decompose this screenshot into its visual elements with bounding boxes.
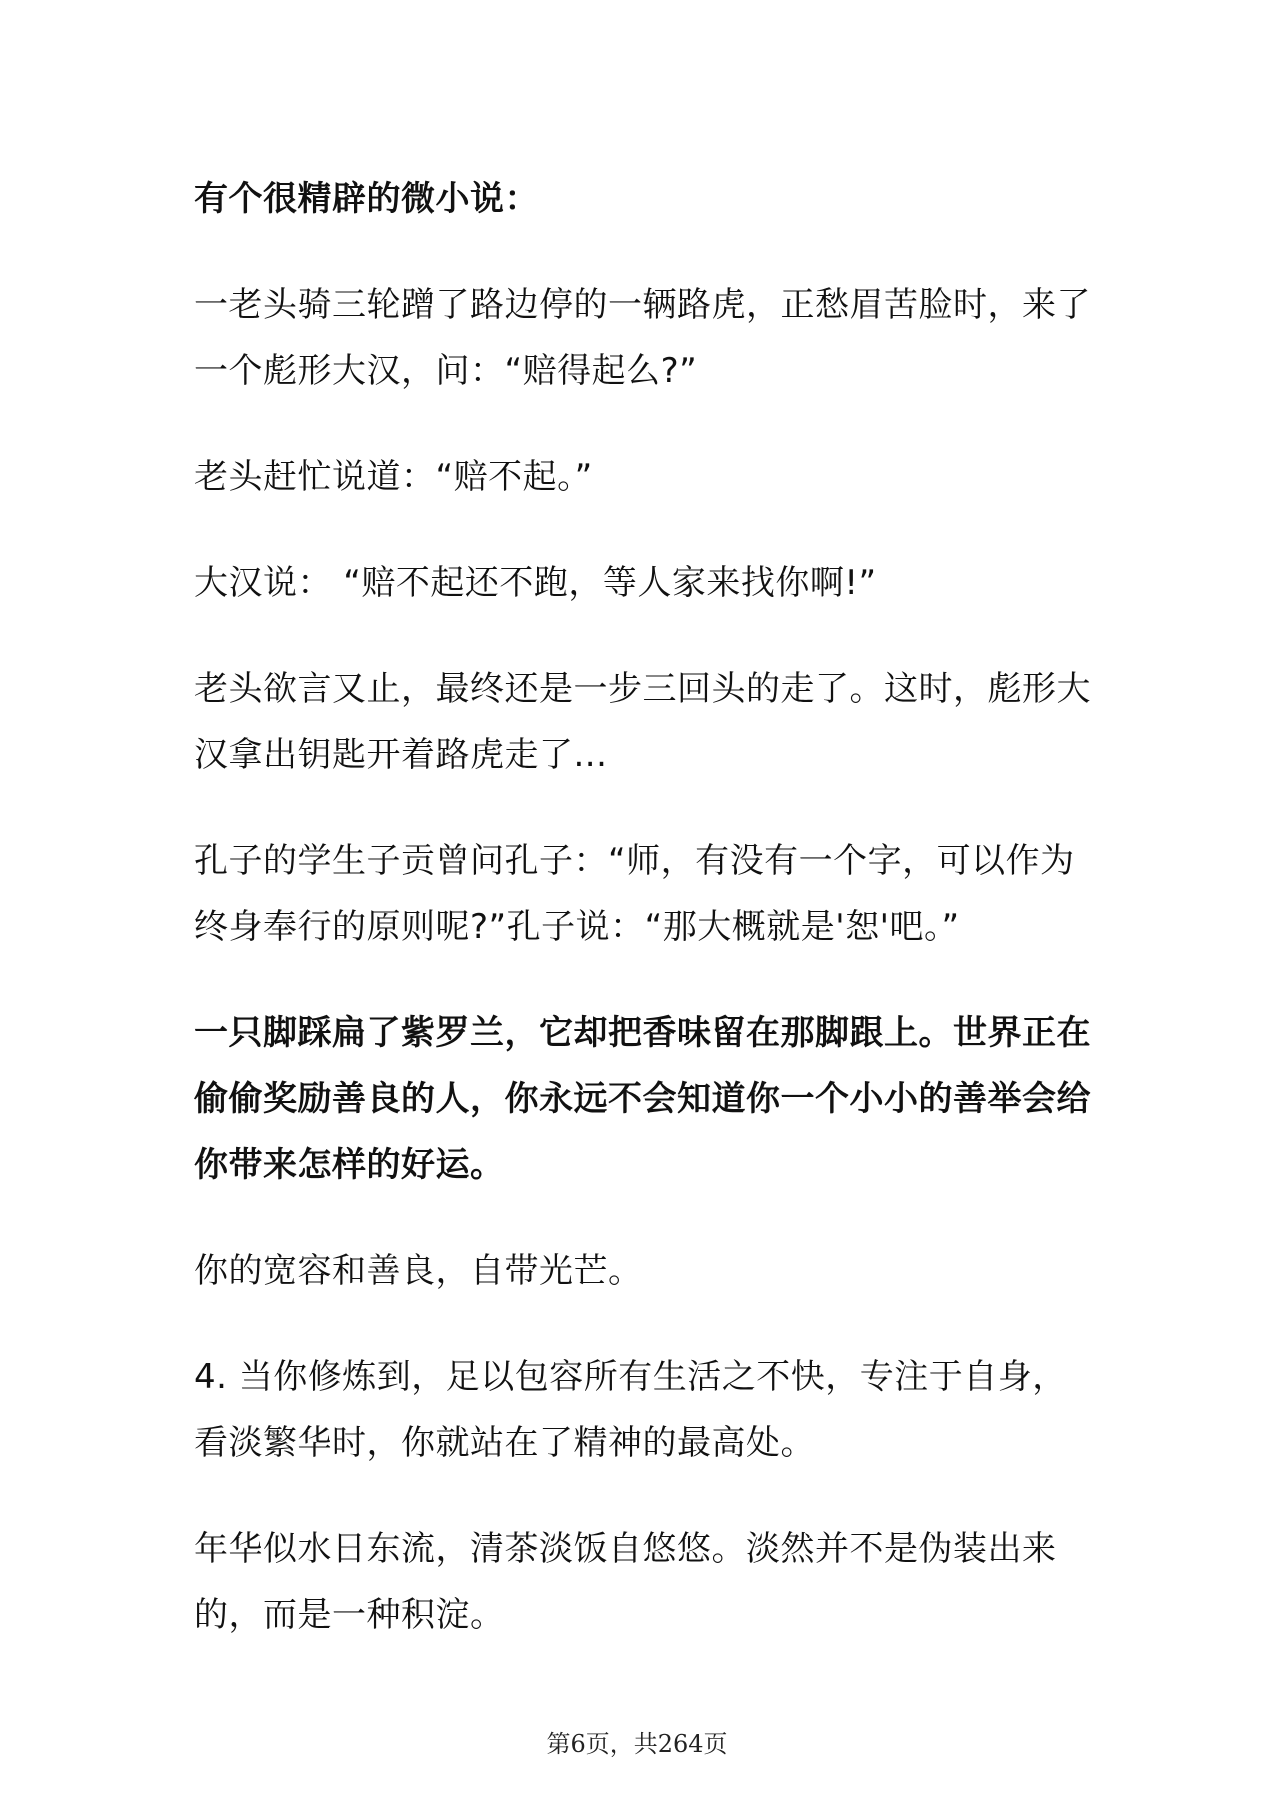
paragraph-6: 孔子的学生子贡曾问孔子：“师，有没有一个字，可以作为终身奉行的原则呢?”孔子说：“那大概就是'恕'吧。” <box>194 841 1075 947</box>
paragraph-9: 4. 当你修炼到，足以包容所有生活之不快，专注于自身，看淡繁华时，你就站在了精神的最高处。 <box>194 1357 1067 1463</box>
paragraph-7: 一只脚踩扁了紫罗兰，它却把香味留在那脚跟上。世界正在偷偷奖励善良的人，你永远不会知道你一个小小的善举会给你带来怎样的好运。 <box>194 1013 1091 1185</box>
document-body <box>194 166 1094 1688</box>
paragraph-10: 年华似水日东流，清茶淡饭自悠悠。淡然并不是伪装出来的，而是一种积淀。 <box>194 1529 1057 1635</box>
paragraph-2: 一老头骑三轮蹭了路边停的一辆路虎，正愁眉苦脸时，来了一个彪形大汉，问：“赔得起么?” <box>194 285 1091 391</box>
paragraph-3: 老头赶忙说道：“赔不起。” <box>194 457 593 497</box>
paragraph-5: 老头欲言又止，最终还是一步三回头的走了。这时，彪形大汉拿出钥匙开着路虎走了... <box>194 669 1091 775</box>
paragraph-8: 你的宽容和善良，自带光芒。 <box>194 1251 643 1291</box>
page-number-footer: 第6页，共264页 <box>546 1730 728 1758</box>
paragraph-1: 有个很精辟的微小说： <box>194 179 539 219</box>
paragraph-4: 大汉说： “赔不起还不跑，等人家来找你啊!” <box>194 563 877 603</box>
